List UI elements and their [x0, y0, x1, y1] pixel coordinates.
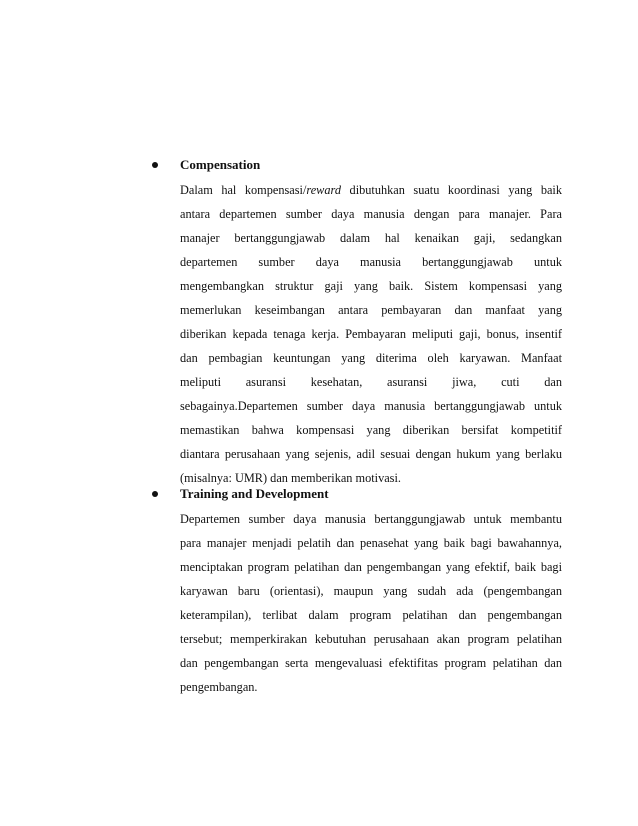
- paragraph-line: (misalnya: UMR) dan memberikan motivasi.: [180, 471, 401, 485]
- text-run: dibutuhkan suatu koordinasi yang baik: [341, 183, 562, 197]
- paragraph-line: sebagainya.Departemen sumber daya manusia bertanggungjawab untuk: [180, 399, 562, 413]
- paragraph-line: memerlukan keseimbangan antara pembayaran dan manfaat yang: [180, 303, 562, 317]
- bullet-icon: [152, 491, 158, 497]
- section-body: [180, 182, 562, 494]
- paragraph-line: memastikan bahwa kompensasi yang diberikan bersifat kompetitif: [180, 423, 562, 437]
- paragraph-line: dan pembagian keuntungan yang diterima oleh karyawan. Manfaat: [180, 351, 562, 365]
- bullet-icon: [152, 162, 158, 168]
- paragraph-line: menciptakan program pelatihan dan pengembangan yang efektif, baik bagi: [180, 560, 562, 574]
- section-body: [180, 511, 562, 703]
- paragraph-line: meliputi asuransi kesehatan, asuransi jiwa, cuti dan: [180, 375, 562, 389]
- text-run: Dalam hal kompensasi/: [180, 183, 307, 197]
- section-heading: Compensation: [180, 157, 261, 172]
- section-heading: Training and Development: [180, 486, 329, 501]
- paragraph-line: [180, 182, 562, 206]
- paragraph-line: departemen sumber daya manusia bertanggungjawab untuk: [180, 255, 562, 269]
- paragraph-line: diberikan kepada tenaga kerja. Pembayaran meliputi gaji, bonus, insentif: [180, 327, 562, 341]
- paragraph-line: mengembangkan struktur gaji yang baik. Sistem kompensasi yang: [180, 279, 562, 293]
- paragraph-line: Departemen sumber daya manusia bertanggungjawab untuk membantu: [180, 512, 562, 526]
- paragraph-line: manajer bertanggungjawab dalam hal kenaikan gaji, sedangkan: [180, 231, 562, 245]
- paragraph-line: dan pengembangan serta mengevaluasi efektifitas program pelatihan dan: [180, 656, 562, 670]
- emphasis-text: reward: [306, 183, 341, 197]
- paragraph-line: keterampilan), terlibat dalam program pelatihan dan pengembangan: [180, 608, 562, 622]
- paragraph-line: karyawan baru (orientasi), maupun yang sudah ada (pengembangan: [180, 584, 562, 598]
- paragraph-line: diantara perusahaan yang sejenis, adil sesuai dengan hukum yang berlaku: [180, 447, 562, 461]
- paragraph-line: antara departemen sumber daya manusia dengan para manajer. Para: [180, 207, 562, 221]
- paragraph-line: pengembangan.: [180, 680, 258, 694]
- paragraph-line: tersebut; memperkirakan kebutuhan perusahaan akan program pelatihan: [180, 632, 562, 646]
- paragraph-line: para manajer menjadi pelatih dan penasehat yang baik bagi bawahannya,: [180, 536, 562, 550]
